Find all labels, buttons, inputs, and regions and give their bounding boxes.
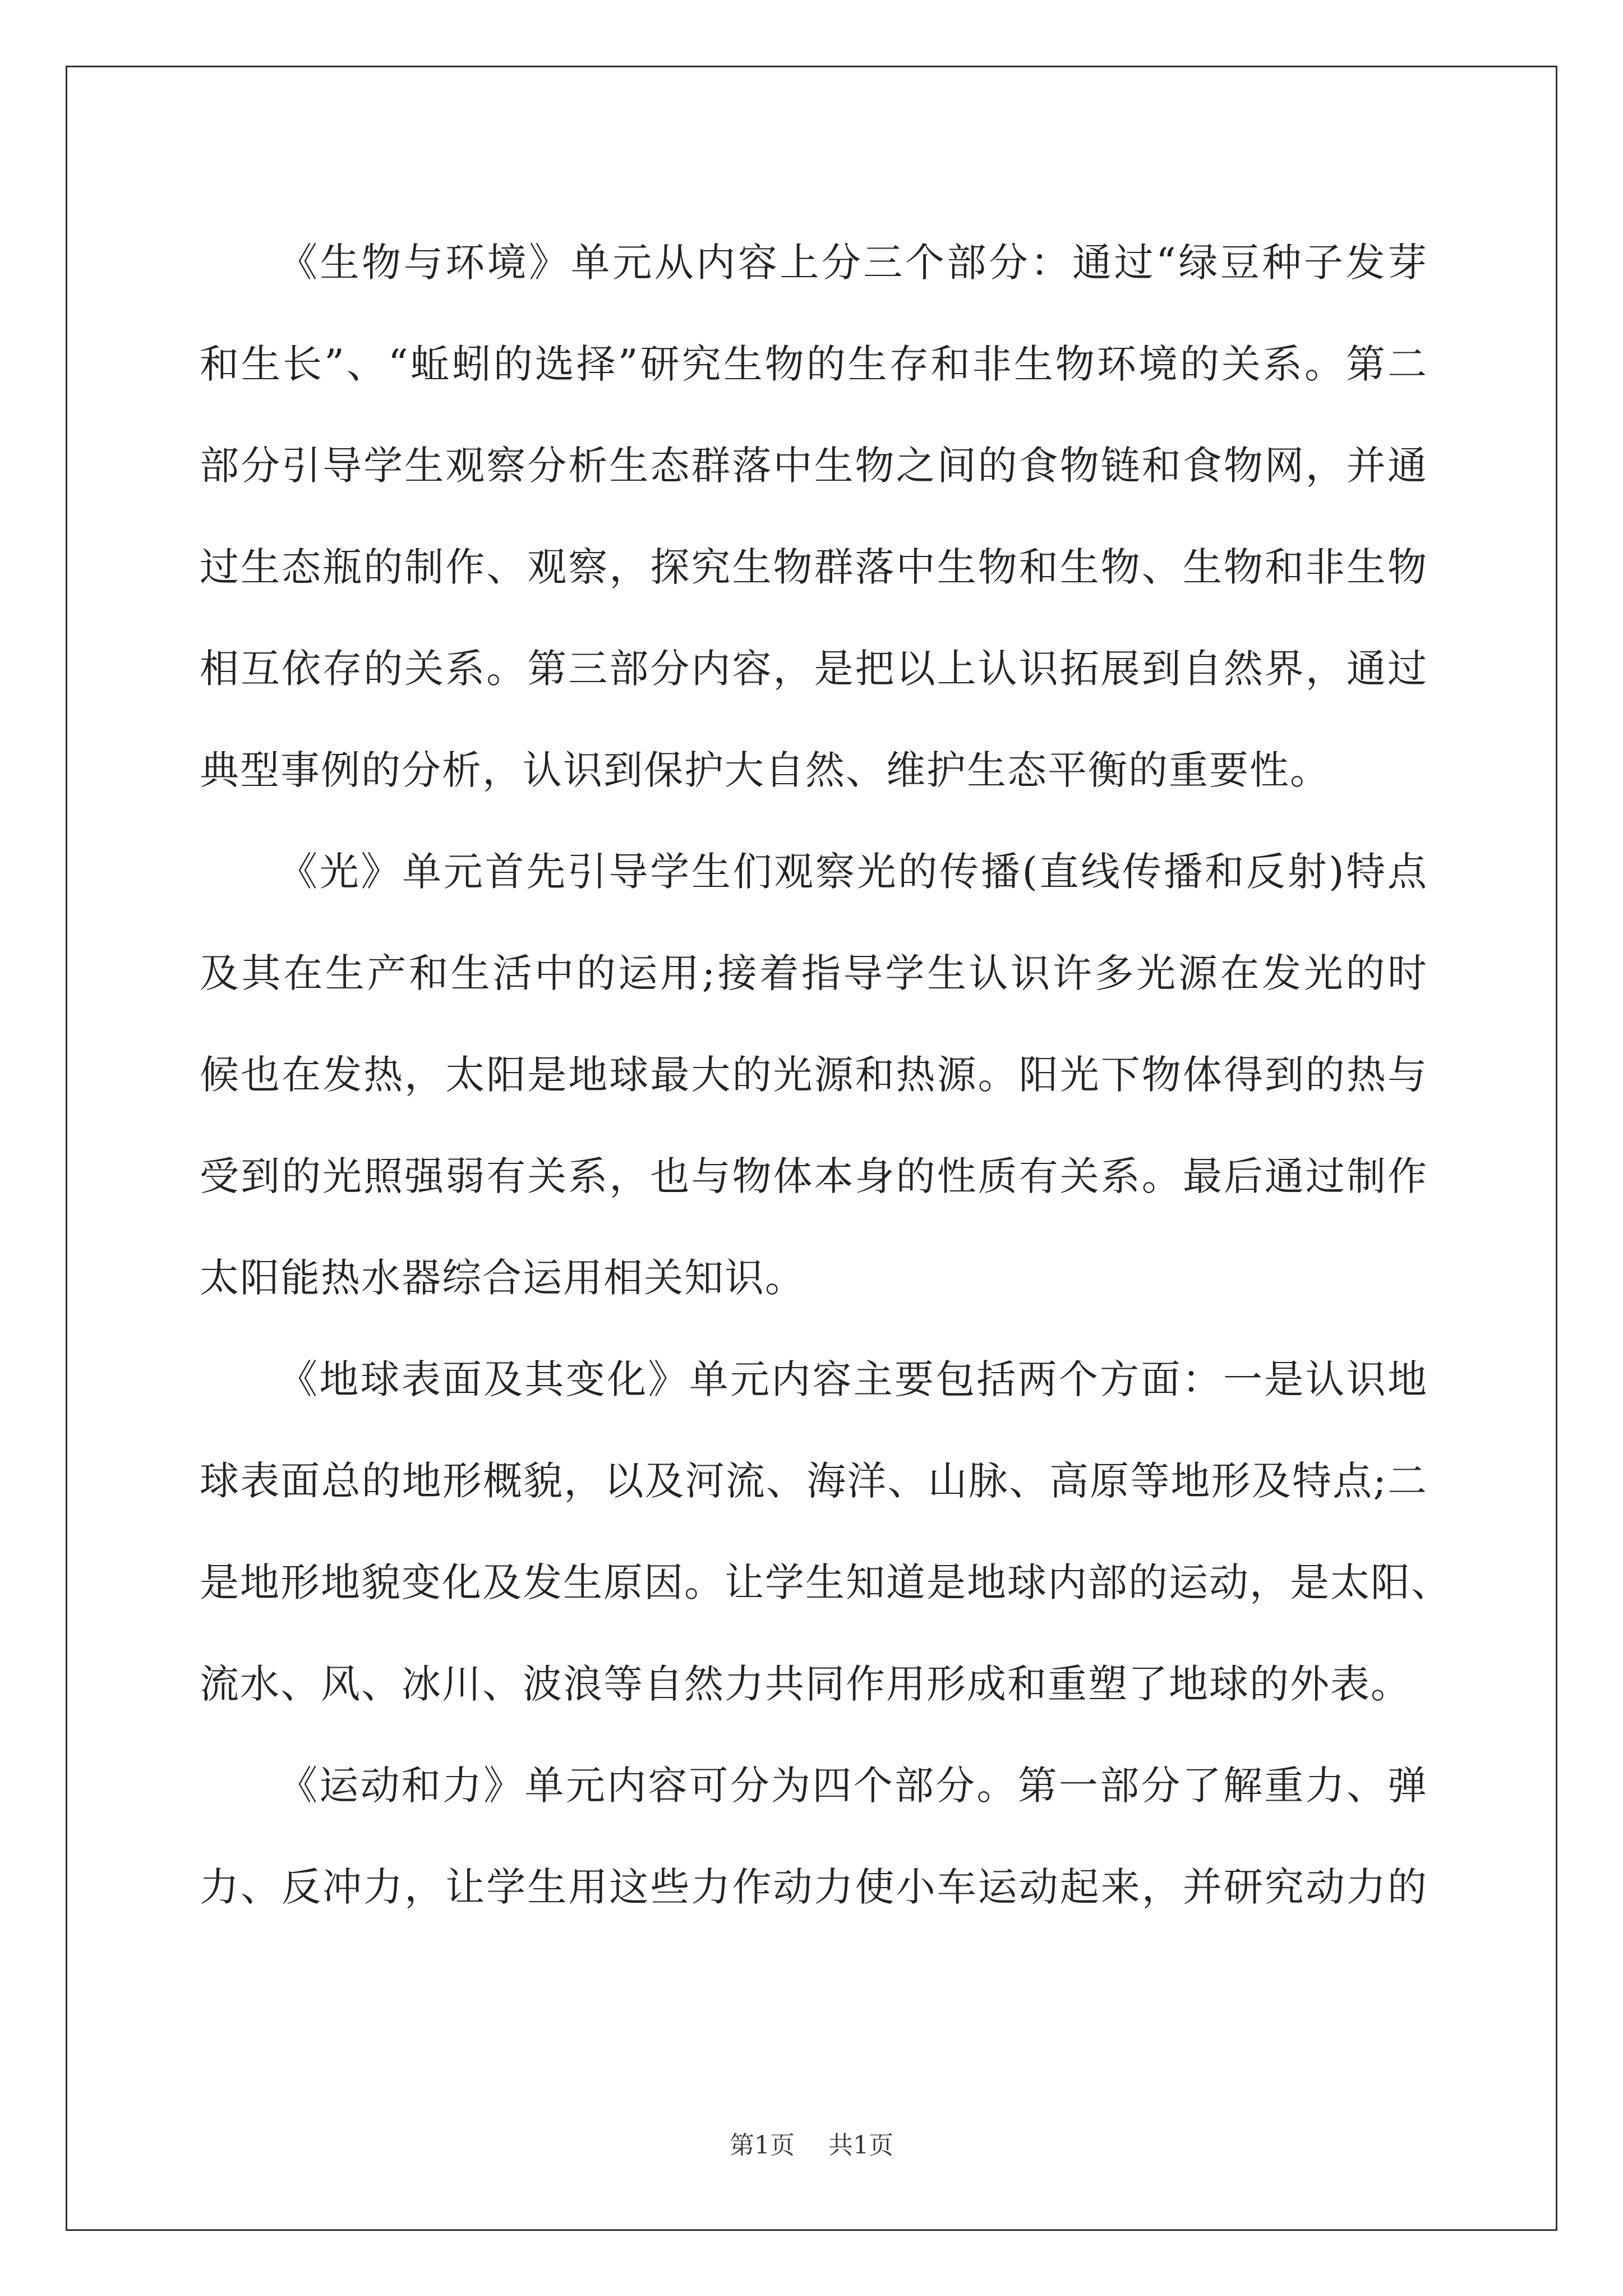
paragraph-4-line-1: 《运动和力》单元内容可分为四个部分。第一部分了解重力、弹: [278, 1763, 1428, 1809]
paragraph-1-line-4: 过生态瓶的制作、观察，探究生物群落中生物和生物、生物和非生物: [200, 544, 1428, 590]
page-footer: [0, 2129, 1623, 2162]
paragraph-3-line-2: 球表面总的地形概貌，以及河流、海洋、山脉、高原等地形及特点;二: [200, 1458, 1428, 1504]
paragraph-3-line-3: 是地形地貌变化及发生原因。让学生知道是地球内部的运动，是太阳、: [200, 1559, 1451, 1605]
paragraph-2-line-2: 及其在生产和生活中的运用;接着指导学生认识许多光源在发光的时: [200, 950, 1428, 996]
page-number: 第1页: [730, 2131, 795, 2160]
paragraph-2-line-5: 太阳能热水器综合运用相关知识。: [200, 1255, 805, 1301]
paragraph-2-line-4: 受到的光照强弱有关系，也与物体本身的性质有关系。最后通过制作: [200, 1153, 1428, 1199]
page-total: 共1页: [828, 2131, 893, 2160]
paragraph-2-line-1: 《光》单元首先引导学生们观察光的传播(直线传播和反射)特点: [278, 849, 1428, 895]
paragraph-4-line-2: 力、反冲力，让学生用这些力作动力使小车运动起来，并研究动力的: [200, 1864, 1428, 1910]
paragraph-3-line-1: 《地球表面及其变化》单元内容主要包括两个方面：一是认识地: [278, 1356, 1428, 1402]
paragraph-3-line-4: 流水、风、冰川、波浪等自然力共同作用形成和重塑了地球的外表。: [200, 1661, 1411, 1707]
paragraph-1-line-6: 典型事例的分析，认识到保护大自然、维护生态平衡的重要性。: [200, 747, 1330, 793]
paragraph-1-line-3: 部分引导学生观察分析生态群落中生物之间的食物链和食物网，并通: [200, 443, 1428, 489]
document-body: [200, 212, 1451, 1938]
paragraph-2-line-3: 候也在发热，太阳是地球最大的光源和热源。阳光下物体得到的热与: [200, 1052, 1428, 1098]
paragraph-1-line-1: 《生物与环境》单元从内容上分三个部分：通过“绿豆种子发芽: [278, 240, 1428, 286]
paragraph-1-line-2: 和生长”、“蚯蚓的选择”研究生物的生存和非生物环境的关系。第二: [200, 341, 1428, 387]
paragraph-1-line-5: 相互依存的关系。第三部分内容，是把以上认识拓展到自然界，通过: [200, 646, 1428, 692]
